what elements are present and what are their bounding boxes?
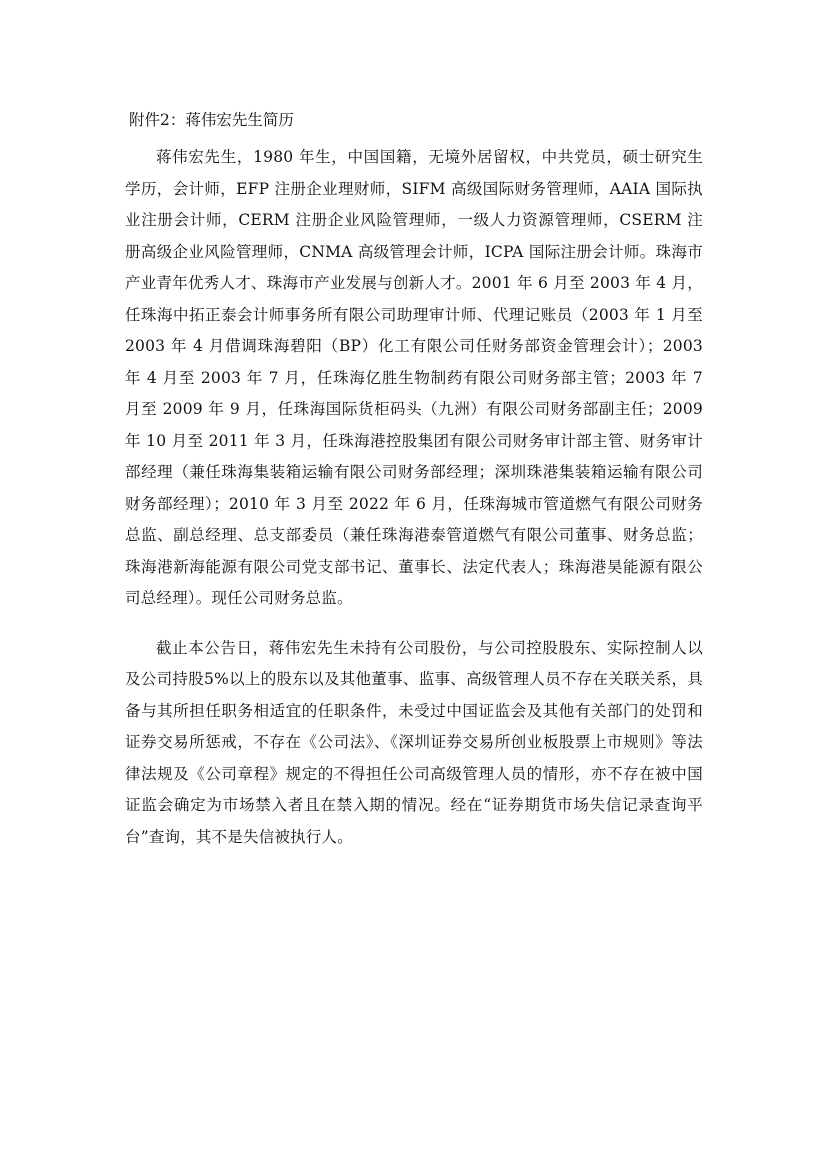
attachment-heading: 附件2：蒋伟宏先生简历 (129, 111, 294, 129)
resume-paragraph: 蒋伟宏先生，1980 年生，中国国籍，无境外居留权，中共党员，硕士研究生学历，会计师，EFP 注册企业理财师，SIFM 高级国际财务管理师，AAIA 国际执业注册会计师，CERM 注册企业风险管理师，一级人力资源管理师，CSERM 注册高级企业风险管理师，CNMA 高级管理会计师，ICPA 国际注册会计师。珠海市产业青年优秀人才、珠海市产业发展与创新人才。2001 年 6 月至 2003 年 4 月，任珠海中拓正泰会计师事务所有限公司助理审计师、代理记账员（2003 年 1 月至 2003 年 4 月借调珠海碧阳（BP）化工有限公司任财务部资金管理会计）；2003 年 4 月至 2003 年 7 月，任珠海亿胜生物制药有限公司财务部主管；2003 年 7 月至 2009 年 9 月，任珠海国际货柜码头（九洲）有限公司财务部副主任；2009 年 10 月至 2011 年 3 月，任珠海港控股集团有限公司财务审计部主管、财务审计部经理（兼任珠海集装箱运输有限公司财务部经理；深圳珠港集装箱运输有限公司财务部经理）；2010 年 3 月至 2022 年 6 月，任珠海城市管道燃气有限公司财务总监、副总经理、总支部委员（兼任珠海港泰管道燃气有限公司董事、财务总监；珠海港新海能源有限公司党支部书记、董事长、法定代表人；珠海港昊能源有限公司总经理）。现任公司财务总监。 (125, 148, 703, 607)
document-body (125, 98, 703, 853)
disclosure-paragraph: 截止本公告日，蒋伟宏先生未持有公司股份，与公司控股股东、实际控制人以及公司持股5%以上的股东以及其他董事、监事、高级管理人员不存在关联关系，具备与其所担任职务相适宜的任职条件，未受过中国证监会及其他有关部门的处罚和证券交易所惩戒，不存在《公司法》、《深圳证券交易所创业板股票上市规则》等法律法规及《公司章程》规定的不得担任公司高级管理人员的情形，亦不存在被中国证监会确定为市场禁入者且在禁入期的情况。经在“证券期货市场失信记录查询平台”查询，其不是失信被执行人。 (125, 638, 703, 846)
